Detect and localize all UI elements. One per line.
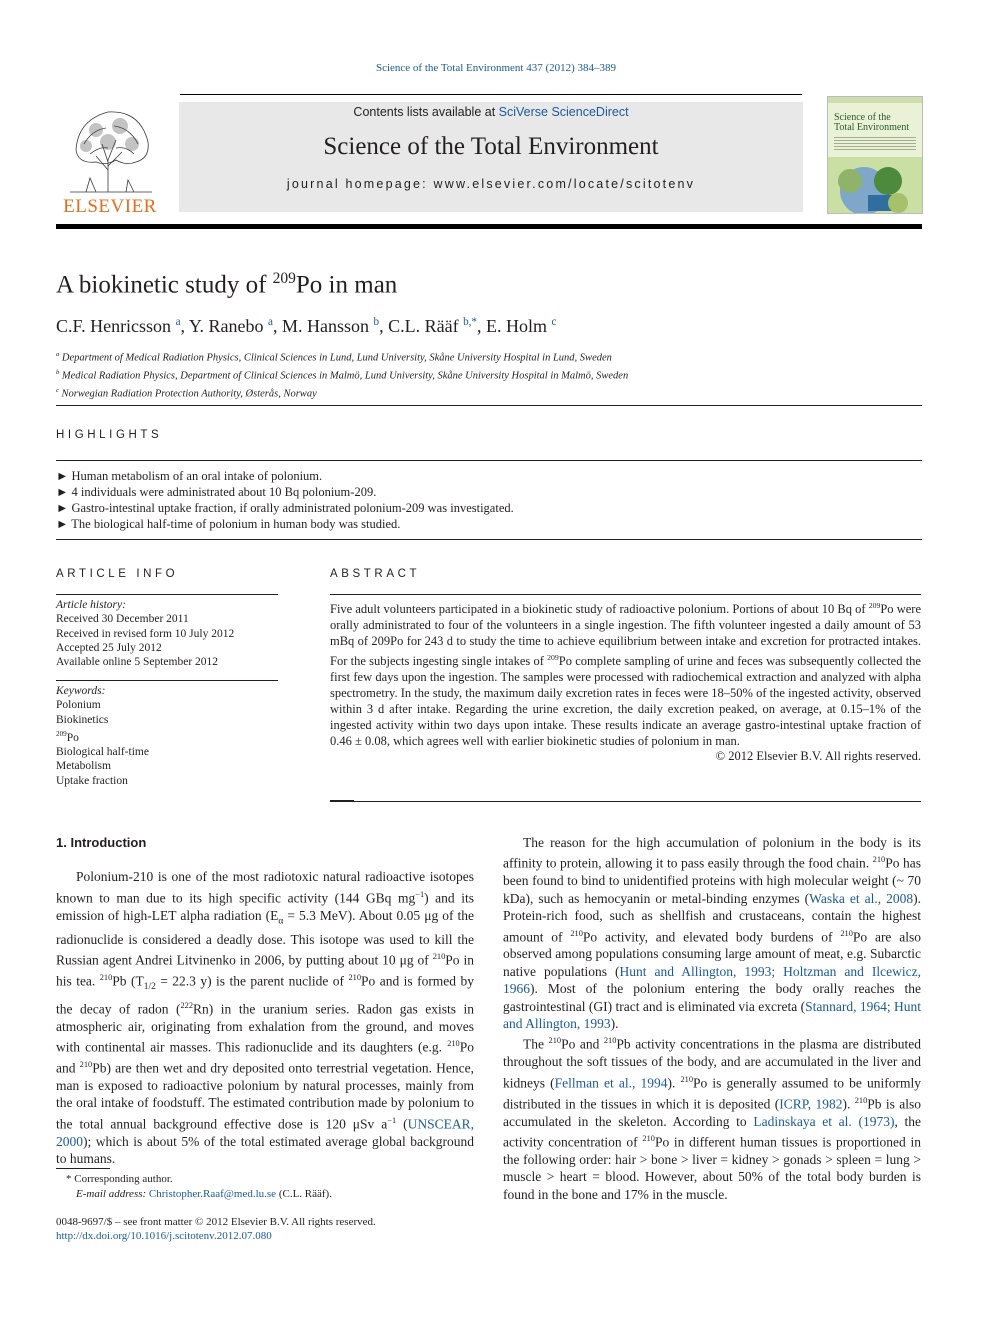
keyword-text: Po bbox=[66, 731, 79, 744]
keyword-item: Biokinetics bbox=[56, 713, 109, 726]
abstract-end-mark bbox=[330, 800, 354, 802]
sciencedirect-link[interactable]: SciVerse ScienceDirect bbox=[498, 105, 629, 119]
history-item: Received 30 December 2011 bbox=[56, 613, 189, 626]
doi-link[interactable]: http://dx.doi.org/10.1016/j.scitotenv.2012.07.080 bbox=[56, 1230, 272, 1242]
author-affil-sup[interactable]: c bbox=[551, 316, 557, 328]
masthead bbox=[56, 94, 922, 224]
abstract-text: Po were orally administrated to four of the volunteers in a single ingestion. The fifth volunteer ingested a daily amount of 53 mBq of 209Po for 243 d to study the time to achieve equilibrium between intake and excretion for protracted intakes. For the subjects ingesting single intakes of bbox=[330, 602, 921, 669]
divider bbox=[56, 680, 278, 681]
reference-link[interactable]: Waska et al., 2008 bbox=[809, 890, 914, 906]
title-text: A biokinetic study of bbox=[56, 271, 273, 299]
section-heading: 1. Introduction bbox=[56, 835, 147, 850]
email-note bbox=[76, 1187, 332, 1201]
keywords bbox=[56, 684, 278, 788]
divider bbox=[56, 539, 922, 540]
abstract-body bbox=[330, 598, 921, 765]
author-sep: , bbox=[180, 316, 189, 336]
divider bbox=[330, 801, 921, 802]
reference-link[interactable]: Stannard, 1964; Hunt and Allington, 1993 bbox=[503, 998, 922, 1032]
issn-line: 0048-9697/$ – see front matter © 2012 Elsevier B.V. All rights reserved. bbox=[56, 1216, 376, 1228]
highlight-item: ► Gastro-intestinal uptake fraction, if orally administrated polonium-209 was investigated. bbox=[56, 501, 514, 515]
body-column-right bbox=[503, 834, 921, 1203]
abstract-sup: 209 bbox=[547, 652, 559, 662]
journal-title: Science of the Total Environment bbox=[323, 133, 659, 160]
email-link[interactable]: Christopher.Raaf@med.lu.se bbox=[148, 1188, 277, 1200]
author-name: C.F. Henricsson bbox=[56, 316, 172, 336]
cover-title-1: Science of the bbox=[834, 112, 891, 123]
journal-homepage[interactable]: journal homepage: www.elsevier.com/locate/scitotenv bbox=[286, 177, 696, 191]
contents-prefix: Contents lists available at bbox=[353, 105, 499, 119]
intro-paragraph-2: The reason for the high accumulation of polonium in the body is its affinity to protein, allowing it to pass easily through the food chain. $^{210}$Po has been found to bind to unidentified proteins with high molecular weight (~ 70 kDa), such as hemocyanin or metal-binding enzymes (Waska et al., 2008). Protein-rich food, such as shellfish and crustaceans, contain the highest amount of $^{210}$Po activity, and elevated body burdens of $^{210}$Po are also observed among populations consuming large amount of meat, e.g. Subarctic native populations (Hunt and Allington, 1993; Holtzman and Ilcewicz, 1966). Most of the polonium entering the body orally reaches the gastrointestinal (GI) tract and is eliminated via excreta (Stannard, 1964; Hunt and Allington, 1993). bbox=[503, 835, 922, 1032]
highlight-item: ► Human metabolism of an oral intake of polonium. bbox=[56, 469, 323, 483]
author-sep: , bbox=[477, 316, 487, 336]
author-sep: , bbox=[272, 316, 282, 336]
author-name: E. Holm bbox=[486, 316, 548, 336]
divider bbox=[56, 405, 922, 406]
affiliations bbox=[56, 348, 628, 402]
author-name: C.L. Rääf bbox=[388, 316, 459, 336]
keyword-sup: 209 bbox=[56, 729, 67, 738]
history-item: Available online 5 September 2012 bbox=[56, 656, 219, 669]
history-label: Article history: bbox=[56, 599, 126, 611]
highlight-item: ► The biological half-time of polonium in human body was studied. bbox=[56, 517, 401, 531]
affiliation-sup: c bbox=[56, 387, 59, 394]
journal-header bbox=[179, 102, 803, 212]
divider bbox=[56, 460, 922, 461]
highlights-list bbox=[56, 468, 514, 532]
corresponding-note: * Corresponding author. bbox=[66, 1173, 173, 1185]
article-title bbox=[56, 270, 397, 299]
intro-paragraph-1: Polonium-210 is one of the most radiotoxic natural radioactive isotopes known to man due to its high specific activity (144 GBq $mg^{-1}$) and its emission of high-LET alpha radiation ($E_\alpha = 5.3$ MeV). About 0.05 μg of the radionuclide is considered a deadly dose. This isotope was used to kill the Russian agent Andrei Litvinenko in 2006, by putting about 10 μg of $^{210}$Po in his tea. $^{210}$Pb ($T_{1/2} = 22.3$ y) is the parent nuclide of $^{210}$Po and is formed by the decay of radon ($^{222}$Rn) in the uranium series. Radon gas exists in atmospheric air, originating from exhalation from the ground, and moves with continental air masses. This radionuclide and its daughters (e.g. $^{210}$Po and $^{210}$Pb) are then wet and dry deposited onto terrestrial vegetation. Hence, man is exposed to radioactive polonium by natural processes, mainly from the oral intake of foodstuff. The estimated contribution made by polonium to the total annual background effective dose is 120 μSv $a^{-1}$ (UNSCEAR, 2000); which is about 5% of the total estimated average global background to humans. bbox=[56, 869, 475, 1166]
email-suffix: (C.L. Rääf). bbox=[276, 1188, 332, 1200]
affiliation-item bbox=[56, 384, 628, 402]
keyword-item bbox=[56, 727, 278, 745]
author-affil-sup[interactable]: b,* bbox=[463, 316, 478, 328]
abstract-text: Five adult volunteers participated in a biokinetic study of radioactive polonium. Portions of about 10 Bq of bbox=[330, 602, 869, 617]
author-affil-sup[interactable]: a bbox=[268, 316, 273, 328]
divider bbox=[56, 594, 278, 595]
publisher-wordmark: ELSEVIER bbox=[63, 196, 157, 217]
history-item: Received in revised form 10 July 2012 bbox=[56, 627, 235, 640]
affiliation-text: Department of Medical Radiation Physics, Clinical Sciences in Lund, Lund University, Skåne University Hospital in Lund, Sweden bbox=[61, 352, 612, 364]
journal-citation[interactable]: Science of the Total Environment 437 (2012) 384–389 bbox=[375, 62, 617, 74]
author-name: Y. Ranebo bbox=[188, 316, 264, 336]
title-text-end: Po in man bbox=[295, 271, 398, 299]
divider bbox=[330, 594, 921, 595]
cover-title-2: Total Environment bbox=[834, 122, 910, 133]
body-column-left bbox=[56, 834, 474, 1167]
keyword-item: Biological half-time bbox=[56, 746, 149, 759]
author-name: M. Hansson bbox=[281, 316, 369, 336]
affiliation-text: Norwegian Radiation Protection Authority, Østerås, Norway bbox=[61, 388, 317, 400]
footnote-rule bbox=[56, 1168, 110, 1169]
reference-link[interactable]: UNSCEAR, 2000 bbox=[56, 1116, 474, 1149]
highlight-item: ► 4 individuals were administrated about 10 Bq polonium-209. bbox=[56, 485, 377, 499]
elsevier-logo bbox=[56, 100, 166, 215]
affiliation-sup: a bbox=[56, 351, 60, 358]
keywords-label: Keywords: bbox=[56, 685, 106, 697]
author-affil-sup[interactable]: b bbox=[373, 316, 380, 328]
author-sep: , bbox=[379, 316, 389, 336]
copyright: © 2012 Elsevier B.V. All rights reserved. bbox=[715, 749, 921, 764]
abstract-heading: ABSTRACT bbox=[330, 568, 421, 580]
journal-cover bbox=[827, 96, 923, 214]
cover-subtitle-lines bbox=[834, 137, 916, 151]
masthead-bottom-rule bbox=[56, 224, 922, 229]
intro-paragraph-3: The $^{210}$Po and $^{210}$Pb activity concentrations in the plasma are distributed throughout the soft tissues of the body, and are accumulated in the liver and kidneys (Fellman et al., 1994). $^{210}$Po is generally assumed to be uniformly distributed in the tissues in which it is deposited (ICRP, 1982). $^{210}$Pb is also accumulated in the skeleton. According to Ladinskaya et al. (1973), the activity concentration of $^{210}$Po in different human tissues is proportioned in the following order: hair > bone > liver = kidney > gonads > spleen = lung > muscle > heart = blood. However, about 50% of the total body burden is found in the bone and 17% in the muscle. bbox=[503, 1036, 922, 1202]
reference-link[interactable]: Ladinskaya et al. (1973) bbox=[753, 1113, 895, 1129]
email-label: E-mail address: bbox=[76, 1188, 149, 1200]
contents-line bbox=[179, 105, 803, 119]
reference-link[interactable]: Hunt and Allington, 1993; Holtzman and Ilcewicz, 1966 bbox=[503, 963, 921, 997]
reference-link[interactable]: Fellman et al., 1994 bbox=[554, 1075, 668, 1091]
affiliation-item bbox=[56, 348, 628, 366]
abstract-sup: 209 bbox=[868, 601, 881, 610]
reference-link[interactable]: ICRP, 1982 bbox=[779, 1096, 843, 1112]
history-item: Accepted 25 July 2012 bbox=[56, 641, 162, 654]
highlights-heading: HIGHLIGHTS bbox=[56, 429, 163, 441]
affiliation-item bbox=[56, 366, 628, 384]
keyword-item: Uptake fraction bbox=[56, 774, 128, 787]
title-isotope-sup: 209 bbox=[272, 270, 296, 287]
article-info bbox=[56, 598, 278, 669]
keyword-item: Polonium bbox=[56, 699, 101, 712]
cover-artwork bbox=[828, 151, 922, 214]
affiliation-sup: b bbox=[56, 369, 60, 376]
author-list bbox=[56, 316, 556, 337]
article-info-heading: ARTICLE INFO bbox=[56, 568, 179, 580]
keyword-item: Metabolism bbox=[56, 760, 111, 773]
abstract-text: Po complete sampling of urine and feces was subsequently collected the first few days upon the ingestion. The samples were processed with radiochemical extraction and analyzed with alpha spectrometry. In the study, the maximum daily excretion rates in feces were 18–50% of the ingested activity, observed within 3 d after intake. Regarding the urine excretion, the daily excretion peaked, on average, at 0.15–1% of the ingested activity within two days upon intake. These results indicate an average gastro-intestinal uptake fraction of 0.46 ± 0.08, which agrees well with earlier biokinetic studies of polonium in man. bbox=[330, 654, 921, 748]
affiliation-text: Medical Radiation Physics, Department of Clinical Sciences in Malmö, Lund University, Skåne University Hospital in Malmö, Sweden bbox=[61, 370, 629, 382]
author-affil-sup[interactable]: a bbox=[175, 316, 181, 328]
